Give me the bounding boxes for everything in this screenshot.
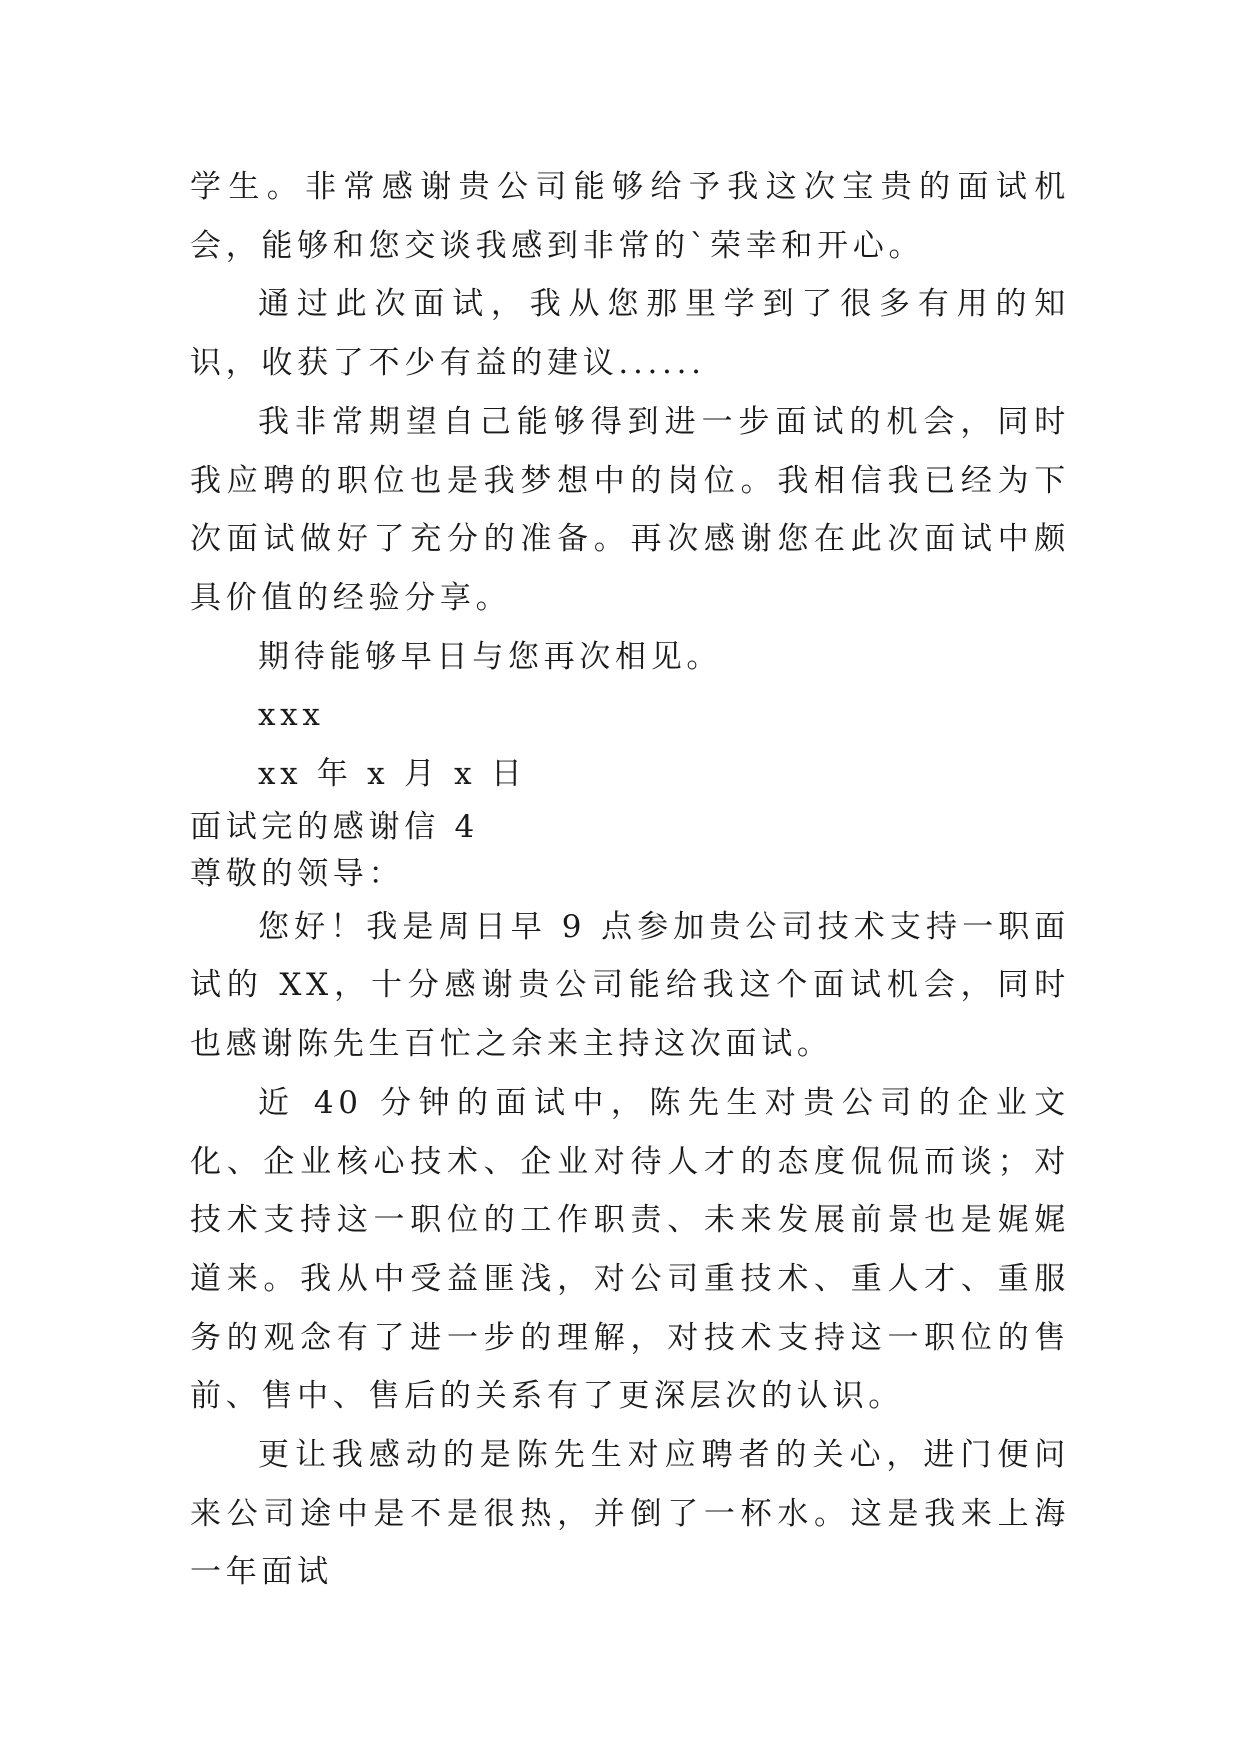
letter3-paragraph-continued: 学生。非常感谢贵公司能够给予我这次宝贵的面试机会，能够和您交谈我感到非常的`荣幸和开心。 <box>190 169 1070 264</box>
letter4-paragraph-moved: 更让我感动的是陈先生对应聘者的关心，进门便问来公司途中是不是很热，并倒了一杯水。这是我来上海一年面试 <box>190 1437 1070 1591</box>
letter4-salutation: 尊敬的领导： <box>190 855 405 892</box>
letter3-signature: xxx <box>258 697 325 734</box>
letter3-date: xx 年 x 月 x 日 <box>258 756 527 793</box>
letter3-paragraph-hope: 我非常期望自己能够得到进一步面试的机会，同时我应聘的职位也是我梦想中的岗位。我相信我已经为下次面试做好了充分的准备。再次感谢您在此次面试中颇具价值的经验分享。 <box>190 403 1070 616</box>
letter3-paragraph-closing: 期待能够早日与您再次相见。 <box>258 638 723 675</box>
letter4-paragraph-greeting: 您好！我是周日早 9 点参加贵公司技术支持一职面试的 XX，十分感谢贵公司能给我这个面试机会，同时也感谢陈先生百忙之余来主持这次面试。 <box>190 908 1070 1063</box>
letter3-paragraph-learned: 通过此次面试，我从您那里学到了很多有用的知识，收获了不少有益的建议...... <box>190 286 1070 382</box>
letter4-title: 面试完的感谢信 4 <box>190 808 479 845</box>
document-body <box>190 158 1070 1602</box>
letter4-paragraph-interview: 近 40 分钟的面试中，陈先生对贵公司的企业文化、企业核心技术、企业对待人才的态度侃侃而谈；对技术支持这一职位的工作职责、未来发展前景也是娓娓道来。我从中受益匪浅，对公司重技术、重人才、重服务的观念有了进一步的理解，对技术支持这一职位的售前、售中、售后的关系有了更深层次的认识。 <box>190 1084 1070 1415</box>
